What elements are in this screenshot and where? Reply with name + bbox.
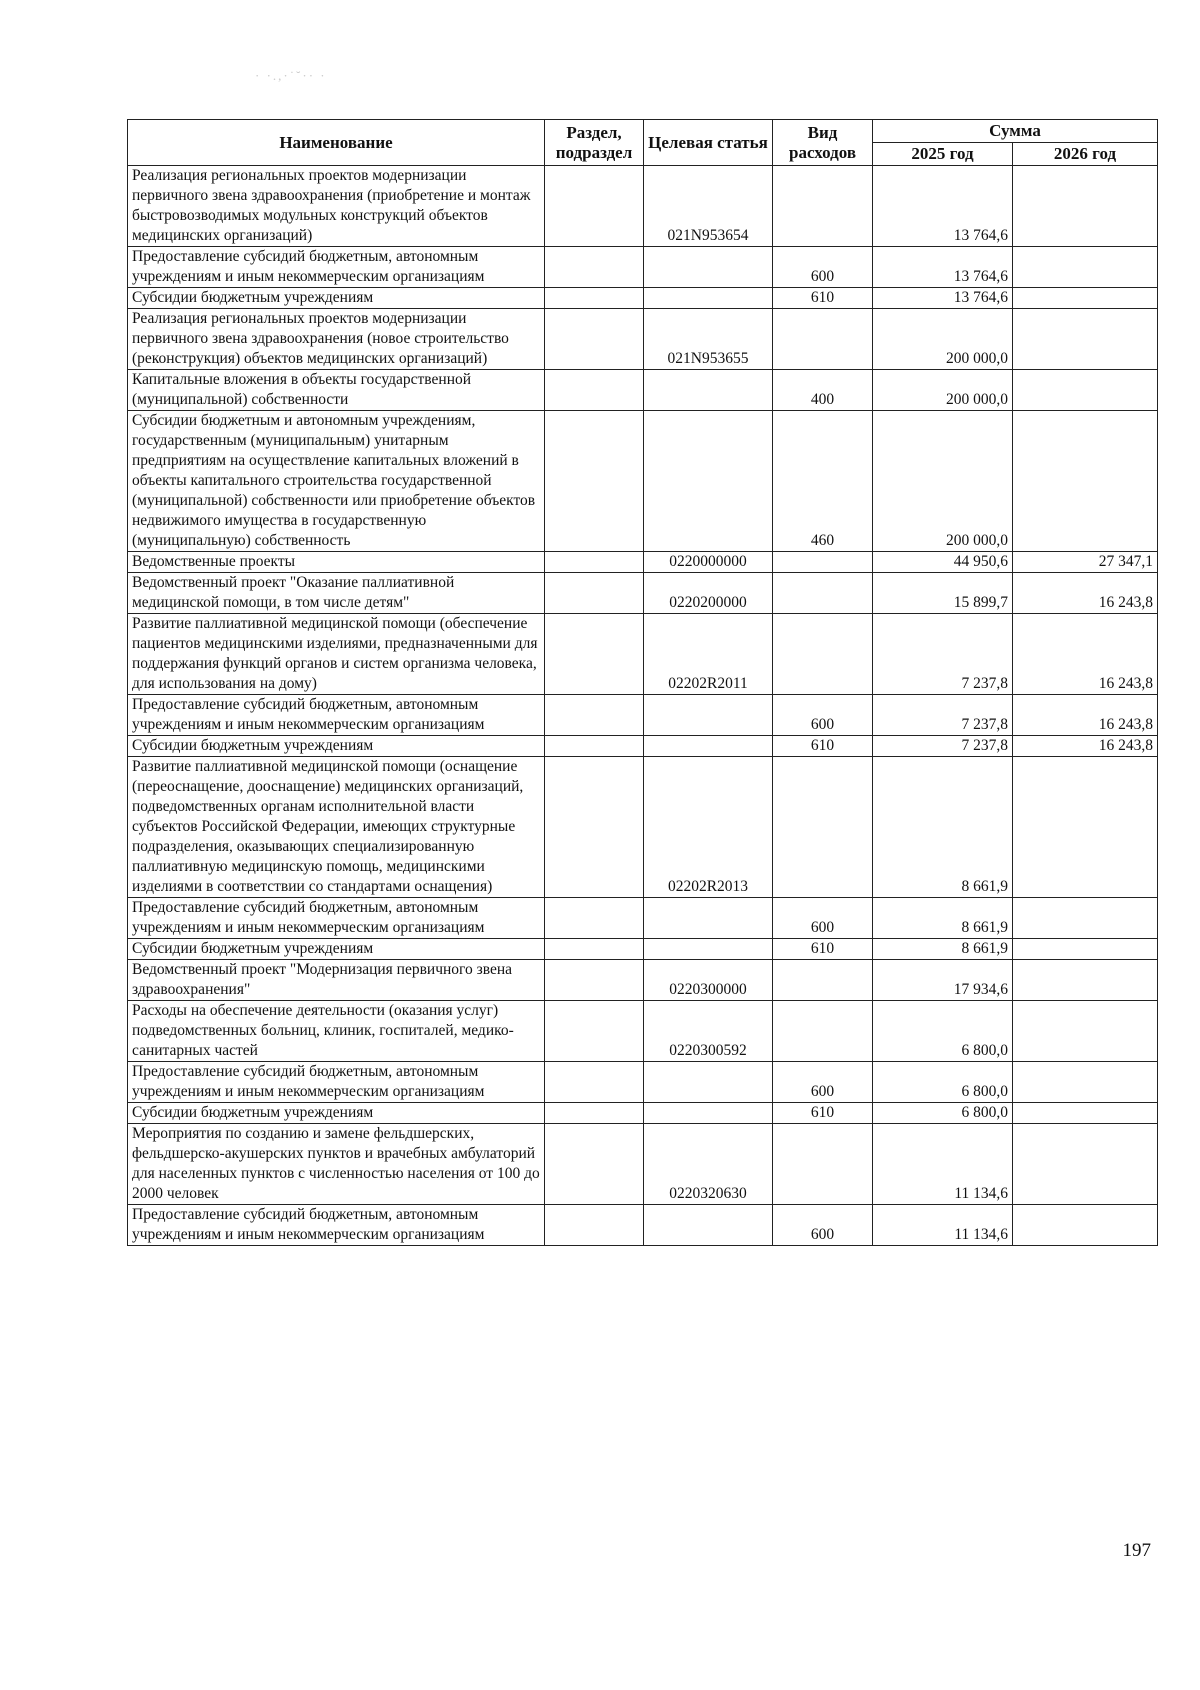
table-row xyxy=(128,552,1158,573)
row-name: Расходы на обеспечение деятельности (оказания услуг) подведомственных больниц, клиник, госпиталей, медико-санитарных частей xyxy=(128,1001,545,1062)
row-expense-type xyxy=(773,960,873,1001)
row-section xyxy=(545,736,644,757)
row-article: 02202R2013 xyxy=(644,757,773,898)
row-sum-2026 xyxy=(1013,411,1158,552)
row-name: Предоставление субсидий бюджетным, автономным учреждениям и иным некоммерческим организациям xyxy=(128,695,545,736)
row-article xyxy=(644,898,773,939)
row-sum-2025: 200 000,0 xyxy=(873,411,1013,552)
row-expense-type xyxy=(773,1124,873,1205)
row-sum-2026: 16 243,8 xyxy=(1013,695,1158,736)
row-sum-2026: 16 243,8 xyxy=(1013,573,1158,614)
row-article: 021N953655 xyxy=(644,309,773,370)
row-name: Ведомственный проект "Модернизация первичного звена здравоохранения" xyxy=(128,960,545,1001)
row-sum-2026 xyxy=(1013,1124,1158,1205)
table-row xyxy=(128,309,1158,370)
row-expense-type xyxy=(773,757,873,898)
row-sum-2025: 200 000,0 xyxy=(873,370,1013,411)
header-article: Целевая статья xyxy=(644,120,773,166)
row-section xyxy=(545,1001,644,1062)
row-section xyxy=(545,1205,644,1246)
row-section xyxy=(545,614,644,695)
table-row xyxy=(128,247,1158,288)
row-expense-type: 460 xyxy=(773,411,873,552)
scan-artifact: · ·.,·˙˘·· · xyxy=(255,68,327,83)
row-section xyxy=(545,960,644,1001)
row-name: Субсидии бюджетным учреждениям xyxy=(128,939,545,960)
table-header xyxy=(128,120,1158,166)
row-expense-type xyxy=(773,166,873,247)
row-sum-2025: 17 934,6 xyxy=(873,960,1013,1001)
row-sum-2025: 13 764,6 xyxy=(873,288,1013,309)
table-row xyxy=(128,614,1158,695)
table-row xyxy=(128,573,1158,614)
row-expense-type xyxy=(773,1001,873,1062)
row-article xyxy=(644,1062,773,1103)
row-sum-2026 xyxy=(1013,309,1158,370)
row-article: 021N953654 xyxy=(644,166,773,247)
row-sum-2025: 7 237,8 xyxy=(873,614,1013,695)
row-expense-type: 610 xyxy=(773,1103,873,1124)
row-name: Предоставление субсидий бюджетным, автономным учреждениям и иным некоммерческим организациям xyxy=(128,1205,545,1246)
row-name: Предоставление субсидий бюджетным, автономным учреждениям и иным некоммерческим организациям xyxy=(128,1062,545,1103)
row-section xyxy=(545,939,644,960)
row-article xyxy=(644,736,773,757)
row-sum-2026 xyxy=(1013,1001,1158,1062)
row-name: Субсидии бюджетным учреждениям xyxy=(128,736,545,757)
table-row xyxy=(128,736,1158,757)
row-article xyxy=(644,370,773,411)
row-expense-type: 600 xyxy=(773,898,873,939)
row-expense-type xyxy=(773,614,873,695)
table-row xyxy=(128,898,1158,939)
row-name: Реализация региональных проектов модернизации первичного звена здравоохранения (новое строительство (реконструкция) объектов медицинских организаций) xyxy=(128,309,545,370)
row-section xyxy=(545,166,644,247)
row-section xyxy=(545,898,644,939)
row-article xyxy=(644,695,773,736)
row-sum-2025: 13 764,6 xyxy=(873,166,1013,247)
row-sum-2025: 6 800,0 xyxy=(873,1103,1013,1124)
row-expense-type: 600 xyxy=(773,1062,873,1103)
row-article: 02202R2011 xyxy=(644,614,773,695)
row-section xyxy=(545,309,644,370)
row-article: 0220300592 xyxy=(644,1001,773,1062)
budget-table xyxy=(127,119,1158,1246)
header-year-2026: 2026 год xyxy=(1013,143,1158,166)
table-row xyxy=(128,939,1158,960)
row-name: Реализация региональных проектов модернизации первичного звена здравоохранения (приобретение и монтаж быстровозводимых модульных конструкций объектов медицинских организаций) xyxy=(128,166,545,247)
row-section xyxy=(545,552,644,573)
row-sum-2026 xyxy=(1013,288,1158,309)
row-section xyxy=(545,695,644,736)
table-row xyxy=(128,695,1158,736)
row-expense-type: 600 xyxy=(773,1205,873,1246)
row-sum-2026 xyxy=(1013,166,1158,247)
row-name: Капитальные вложения в объекты государственной (муниципальной) собственности xyxy=(128,370,545,411)
row-section xyxy=(545,411,644,552)
page-number: 197 xyxy=(1122,1540,1151,1561)
row-sum-2026 xyxy=(1013,757,1158,898)
header-expense-type: Вид расходов xyxy=(773,120,873,166)
row-name: Ведомственные проекты xyxy=(128,552,545,573)
row-section xyxy=(545,288,644,309)
row-article xyxy=(644,1205,773,1246)
row-name: Предоставление субсидий бюджетным, автономным учреждениям и иным некоммерческим организациям xyxy=(128,247,545,288)
table-row xyxy=(128,1124,1158,1205)
row-sum-2025: 11 134,6 xyxy=(873,1124,1013,1205)
row-sum-2025: 6 800,0 xyxy=(873,1062,1013,1103)
header-sum: Сумма xyxy=(873,120,1158,143)
row-expense-type: 610 xyxy=(773,939,873,960)
table-row xyxy=(128,370,1158,411)
row-section xyxy=(545,573,644,614)
row-article: 0220200000 xyxy=(644,573,773,614)
row-expense-type xyxy=(773,552,873,573)
row-sum-2025: 8 661,9 xyxy=(873,939,1013,960)
row-article: 0220000000 xyxy=(644,552,773,573)
row-section xyxy=(545,757,644,898)
table-body xyxy=(128,166,1158,1246)
row-sum-2025: 13 764,6 xyxy=(873,247,1013,288)
row-expense-type xyxy=(773,309,873,370)
row-sum-2025: 200 000,0 xyxy=(873,309,1013,370)
table-row xyxy=(128,960,1158,1001)
row-sum-2026 xyxy=(1013,939,1158,960)
row-section xyxy=(545,1062,644,1103)
row-sum-2025: 44 950,6 xyxy=(873,552,1013,573)
header-section: Раздел, подраздел xyxy=(545,120,644,166)
row-sum-2025: 8 661,9 xyxy=(873,898,1013,939)
row-sum-2025: 15 899,7 xyxy=(873,573,1013,614)
row-name: Субсидии бюджетным учреждениям xyxy=(128,288,545,309)
row-section xyxy=(545,370,644,411)
row-sum-2026 xyxy=(1013,960,1158,1001)
header-name: Наименование xyxy=(128,120,545,166)
table-row xyxy=(128,1205,1158,1246)
header-year-2025: 2025 год xyxy=(873,143,1013,166)
row-sum-2026 xyxy=(1013,1062,1158,1103)
table-row xyxy=(128,757,1158,898)
row-name: Субсидии бюджетным учреждениям xyxy=(128,1103,545,1124)
row-sum-2025: 11 134,6 xyxy=(873,1205,1013,1246)
row-sum-2025: 7 237,8 xyxy=(873,736,1013,757)
row-expense-type: 600 xyxy=(773,695,873,736)
row-section xyxy=(545,247,644,288)
table-row xyxy=(128,288,1158,309)
row-sum-2025: 6 800,0 xyxy=(873,1001,1013,1062)
table-row xyxy=(128,1103,1158,1124)
row-name: Ведомственный проект "Оказание паллиативной медицинской помощи, в том числе детям" xyxy=(128,573,545,614)
row-expense-type: 610 xyxy=(773,288,873,309)
table-row xyxy=(128,166,1158,247)
row-sum-2026 xyxy=(1013,1205,1158,1246)
row-name: Мероприятия по созданию и замене фельдшерских, фельдшерско-акушерских пунктов и врачебных амбулаторий для населенных пунктов с численностью населения от 100 до 2000 человек xyxy=(128,1124,545,1205)
row-sum-2026 xyxy=(1013,898,1158,939)
row-section xyxy=(545,1103,644,1124)
row-name: Предоставление субсидий бюджетным, автономным учреждениям и иным некоммерческим организациям xyxy=(128,898,545,939)
row-name: Развитие паллиативной медицинской помощи (обеспечение пациентов медицинскими изделиями, предназначенными для поддержания функций органов и систем организма человека, для использования на дому) xyxy=(128,614,545,695)
row-article: 0220300000 xyxy=(644,960,773,1001)
row-article xyxy=(644,939,773,960)
row-article xyxy=(644,247,773,288)
row-sum-2026 xyxy=(1013,370,1158,411)
row-section xyxy=(545,1124,644,1205)
row-sum-2026 xyxy=(1013,247,1158,288)
table-row xyxy=(128,411,1158,552)
row-expense-type xyxy=(773,573,873,614)
row-sum-2026: 16 243,8 xyxy=(1013,614,1158,695)
row-name: Развитие паллиативной медицинской помощи (оснащение (переоснащение, дооснащение) медицинских организаций, подведомственных органам исполнительной власти субъектов Российской Федерации, имеющих структурные подразделения, оказывающих специализированную паллиативную медицинскую помощь, медицинскими изделиями в соответствии со стандартами оснащения) xyxy=(128,757,545,898)
row-sum-2025: 8 661,9 xyxy=(873,757,1013,898)
row-name: Субсидии бюджетным и автономным учреждениям, государственным (муниципальным) унитарным предприятиям на осуществление капитальных вложений в объекты капитального строительства государственной (муниципальной) собственности или приобретение объектов недвижимого имущества в государственную (муниципальную) собственность xyxy=(128,411,545,552)
row-article: 0220320630 xyxy=(644,1124,773,1205)
row-sum-2026 xyxy=(1013,1103,1158,1124)
table-row xyxy=(128,1062,1158,1103)
table-row xyxy=(128,1001,1158,1062)
row-sum-2025: 7 237,8 xyxy=(873,695,1013,736)
row-article xyxy=(644,288,773,309)
row-sum-2026: 27 347,1 xyxy=(1013,552,1158,573)
row-expense-type: 400 xyxy=(773,370,873,411)
row-expense-type: 610 xyxy=(773,736,873,757)
row-article xyxy=(644,411,773,552)
row-sum-2026: 16 243,8 xyxy=(1013,736,1158,757)
row-article xyxy=(644,1103,773,1124)
row-expense-type: 600 xyxy=(773,247,873,288)
